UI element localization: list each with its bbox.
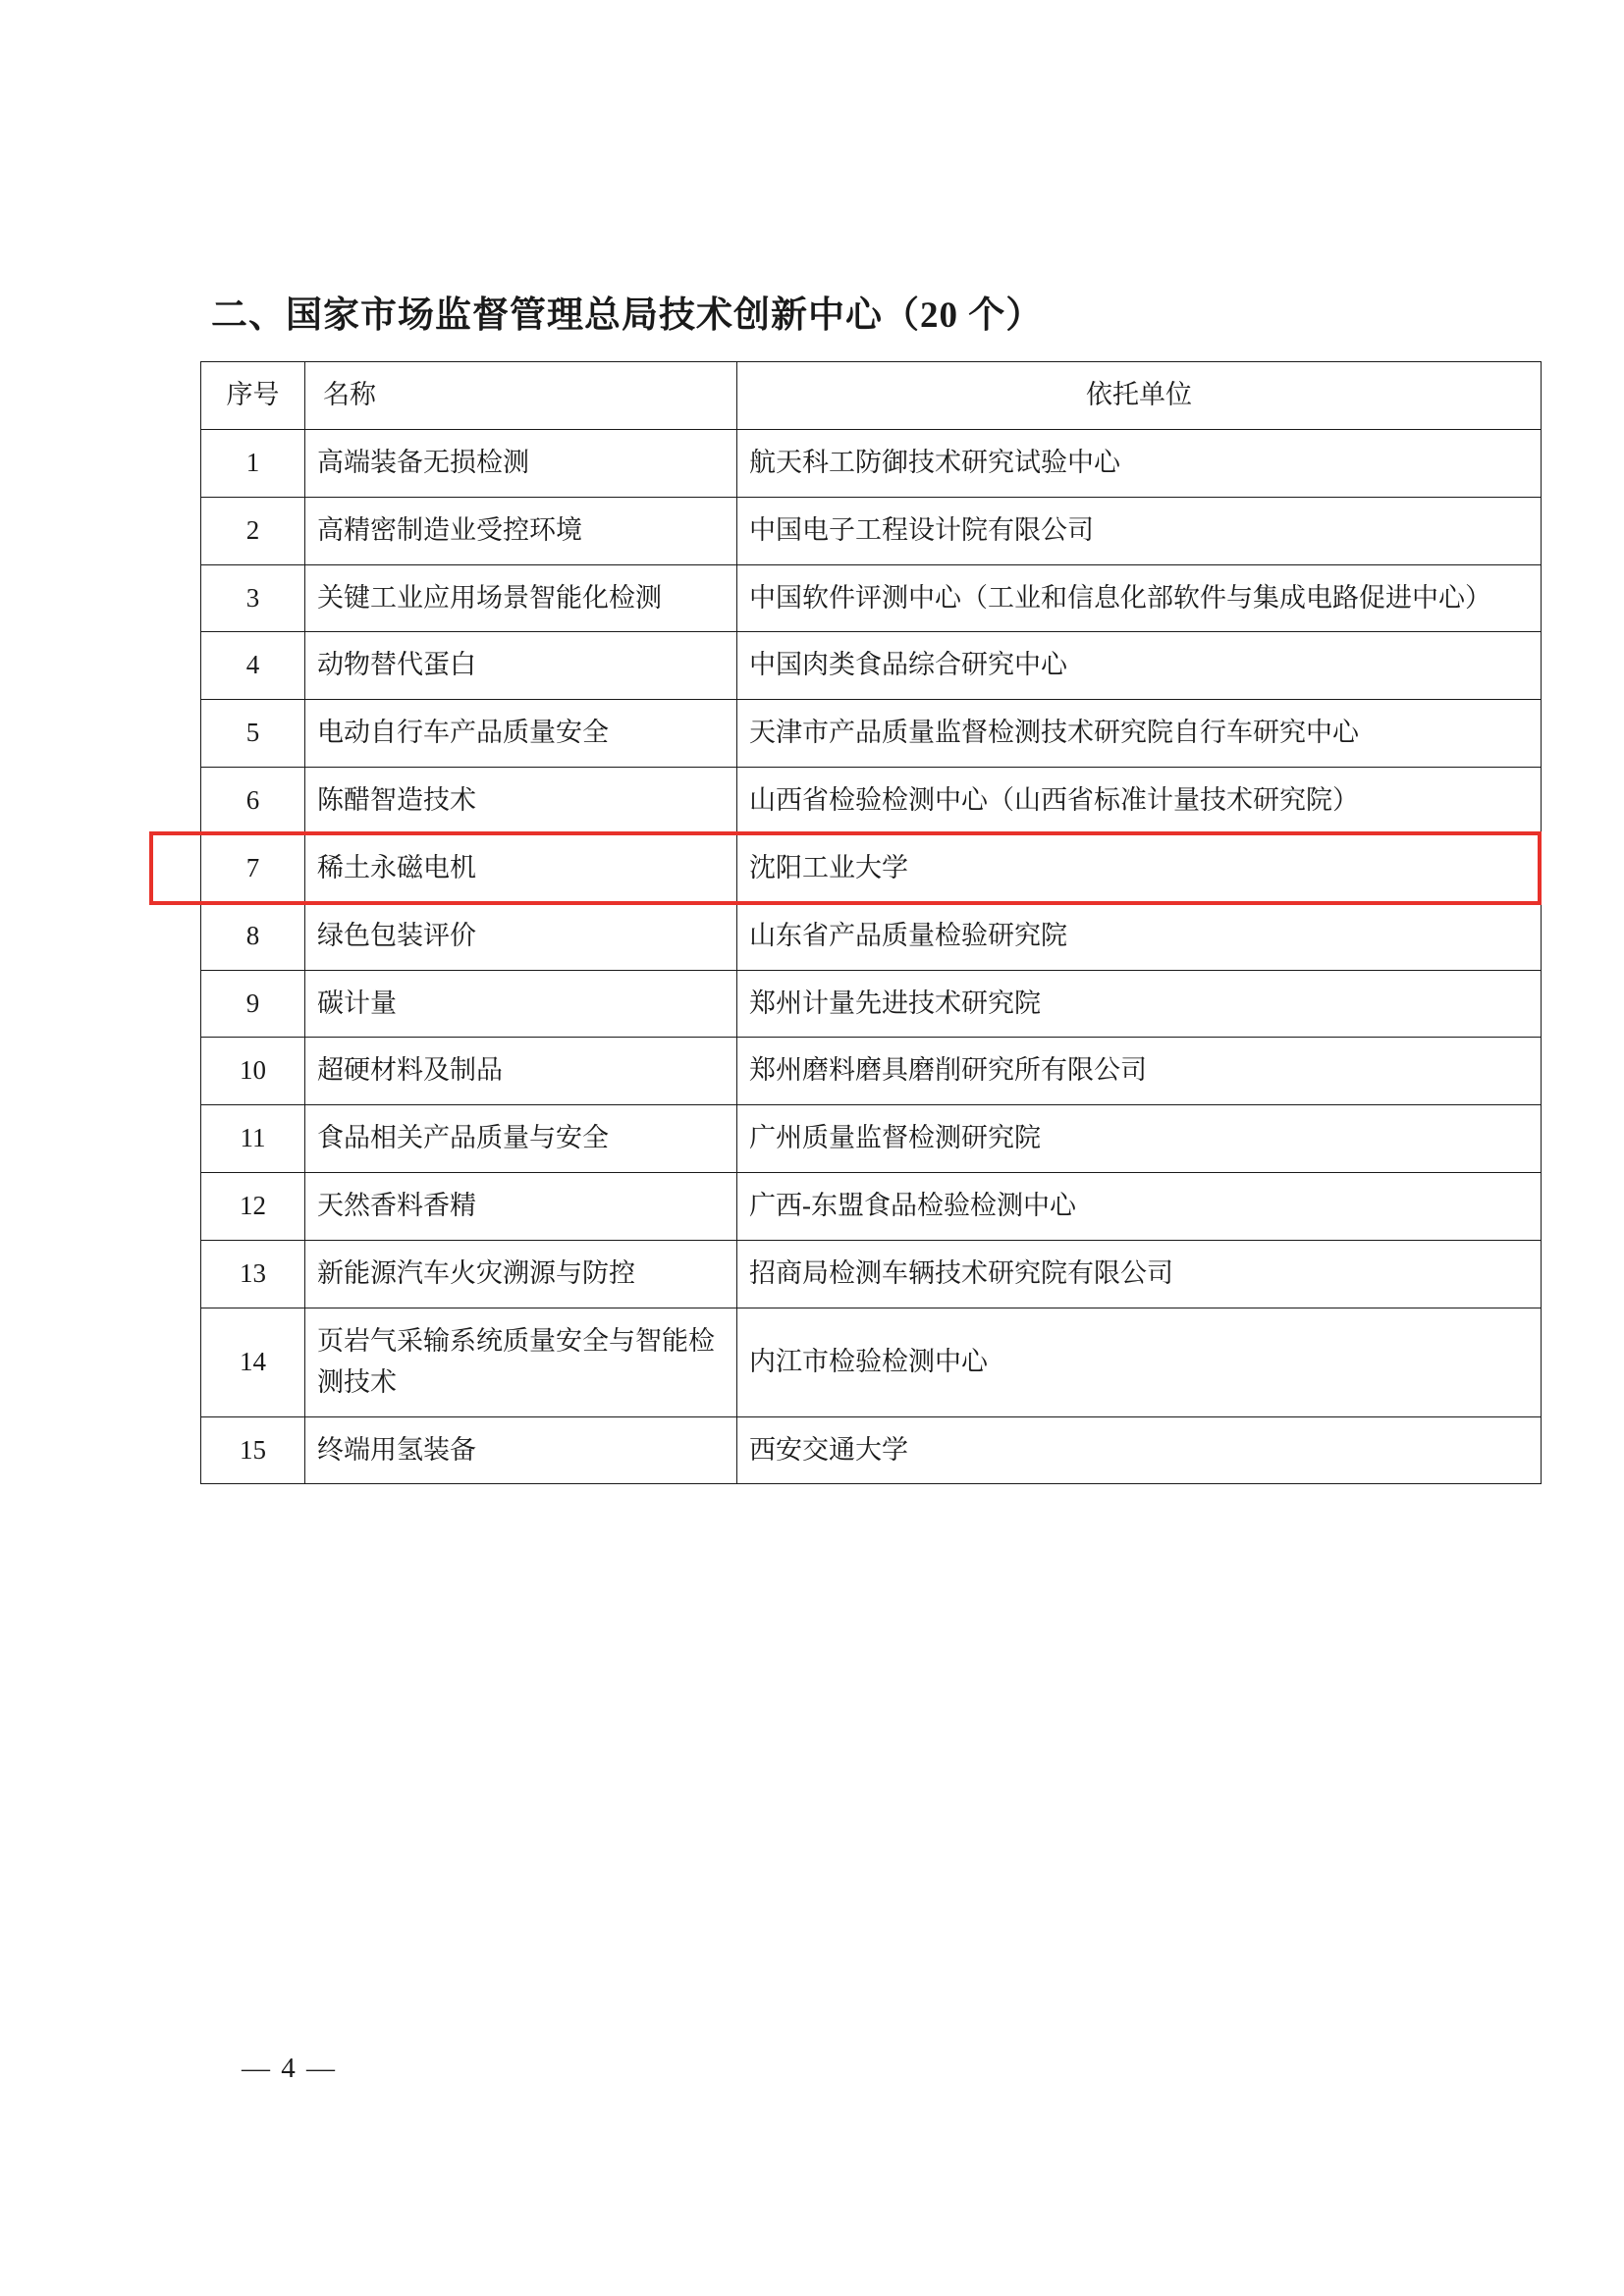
row-no: 6 <box>201 768 305 835</box>
row-no: 14 <box>201 1308 305 1416</box>
row-unit: 中国软件评测中心（工业和信息化部软件与集成电路促进中心） <box>737 564 1542 632</box>
row-no: 5 <box>201 700 305 768</box>
table-row <box>201 564 1542 632</box>
row-name: 天然香料香精 <box>305 1173 737 1241</box>
row-unit: 广州质量监督检测研究院 <box>737 1105 1542 1173</box>
row-unit: 沈阳工业大学 <box>737 834 1542 902</box>
page-number: — 4 — <box>242 2053 337 2084</box>
row-name: 陈醋智造技术 <box>305 768 737 835</box>
row-unit: 西安交通大学 <box>737 1416 1542 1484</box>
row-name: 高端装备无损检测 <box>305 429 737 497</box>
row-name: 终端用氢装备 <box>305 1416 737 1484</box>
row-name: 页岩气采输系统质量安全与智能检测技术 <box>305 1308 737 1416</box>
row-unit: 中国电子工程设计院有限公司 <box>737 497 1542 564</box>
column-header-no: 序号 <box>201 362 305 430</box>
table-row-highlighted <box>201 834 1542 902</box>
table-row <box>201 1240 1542 1308</box>
row-name: 食品相关产品质量与安全 <box>305 1105 737 1173</box>
row-unit: 招商局检测车辆技术研究院有限公司 <box>737 1240 1542 1308</box>
row-name: 绿色包装评价 <box>305 902 737 970</box>
table-row <box>201 768 1542 835</box>
row-no: 7 <box>201 834 305 902</box>
table-row <box>201 497 1542 564</box>
page-title: 二、国家市场监督管理总局技术创新中心（20 个） <box>211 295 1044 336</box>
innovation-center-table <box>200 361 1542 1484</box>
row-no: 11 <box>201 1105 305 1173</box>
table-row <box>201 902 1542 970</box>
row-unit: 郑州计量先进技术研究院 <box>737 970 1542 1038</box>
row-no: 10 <box>201 1038 305 1105</box>
table-row <box>201 429 1542 497</box>
row-name: 关键工业应用场景智能化检测 <box>305 564 737 632</box>
row-unit: 天津市产品质量监督检测技术研究院自行车研究中心 <box>737 700 1542 768</box>
row-no: 2 <box>201 497 305 564</box>
row-name: 电动自行车产品质量安全 <box>305 700 737 768</box>
row-name: 超硬材料及制品 <box>305 1038 737 1105</box>
row-name: 高精密制造业受控环境 <box>305 497 737 564</box>
row-no: 4 <box>201 632 305 700</box>
row-unit: 中国肉类食品综合研究中心 <box>737 632 1542 700</box>
row-unit: 山东省产品质量检验研究院 <box>737 902 1542 970</box>
column-header-unit: 依托单位 <box>737 362 1542 430</box>
table-row <box>201 1173 1542 1241</box>
row-no: 9 <box>201 970 305 1038</box>
row-no: 3 <box>201 564 305 632</box>
row-no: 13 <box>201 1240 305 1308</box>
table-row <box>201 970 1542 1038</box>
table-row <box>201 1105 1542 1173</box>
table-row <box>201 632 1542 700</box>
row-unit: 内江市检验检测中心 <box>737 1308 1542 1416</box>
row-unit: 广西-东盟食品检验检测中心 <box>737 1173 1542 1241</box>
row-name: 动物替代蛋白 <box>305 632 737 700</box>
table-row <box>201 1308 1542 1416</box>
row-unit: 郑州磨料磨具磨削研究所有限公司 <box>737 1038 1542 1105</box>
row-unit: 航天科工防御技术研究试验中心 <box>737 429 1542 497</box>
table-row <box>201 1416 1542 1484</box>
row-no: 1 <box>201 429 305 497</box>
row-name: 稀土永磁电机 <box>305 834 737 902</box>
row-no: 12 <box>201 1173 305 1241</box>
column-header-name: 名称 <box>305 362 737 430</box>
table-row <box>201 1038 1542 1105</box>
row-no: 8 <box>201 902 305 970</box>
row-unit: 山西省检验检测中心（山西省标准计量技术研究院） <box>737 768 1542 835</box>
table-row <box>201 700 1542 768</box>
row-name: 碳计量 <box>305 970 737 1038</box>
table-header-row <box>201 362 1542 430</box>
row-name: 新能源汽车火灾溯源与防控 <box>305 1240 737 1308</box>
row-no: 15 <box>201 1416 305 1484</box>
